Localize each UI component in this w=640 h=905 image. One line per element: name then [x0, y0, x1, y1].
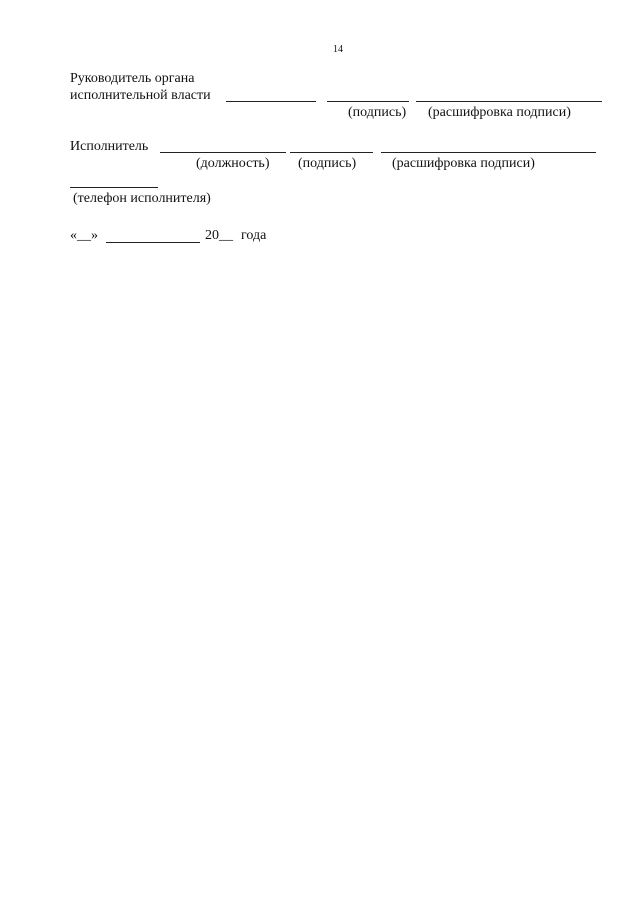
- head-caption-decoding: (расшифровка подписи): [428, 105, 571, 120]
- executor-caption-decoding: (расшифровка подписи): [392, 156, 535, 171]
- phone-caption: (телефон исполнителя): [73, 191, 211, 206]
- executor-label: Исполнитель: [70, 139, 149, 154]
- head-label-line2: исполнительной власти: [70, 88, 211, 103]
- date-month-line: [106, 242, 200, 243]
- executor-position-line: [160, 152, 286, 153]
- executor-signature-line: [290, 152, 373, 153]
- head-signature-line: [327, 101, 409, 102]
- date-day: «__»: [70, 228, 98, 243]
- page-number: 14: [333, 44, 343, 55]
- executor-decoding-line: [381, 152, 596, 153]
- executor-caption-position: (должность): [196, 156, 270, 171]
- head-label-line1: Руководитель органа: [70, 71, 195, 86]
- phone-line: [70, 187, 158, 188]
- executor-caption-signature: (подпись): [298, 156, 357, 171]
- date-suffix: года: [241, 228, 267, 243]
- head-extra-signature-line: [226, 101, 316, 102]
- head-caption-signature: (подпись): [348, 105, 407, 120]
- date-year: 20__: [205, 228, 233, 243]
- head-decoding-line: [416, 101, 602, 102]
